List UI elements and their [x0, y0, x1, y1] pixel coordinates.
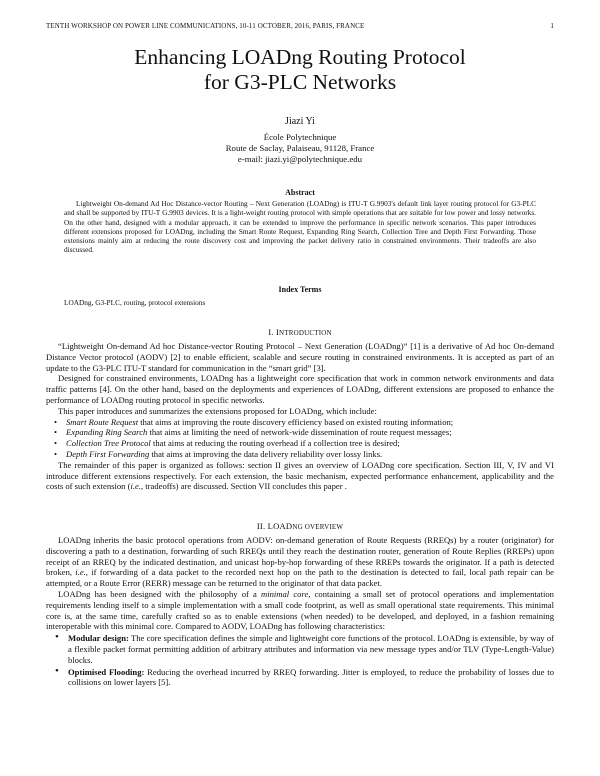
section-1-title-first: I	[275, 327, 280, 337]
author-address: Route de Saclay, Palaiseau, 91128, France	[225, 143, 375, 153]
page-number: 1	[550, 22, 554, 30]
paragraph-4-part-a: The remainder of this paper is organized as follows: section II gives an overview of LOADng core specification. Section III, V, IV and VI introduce different extensions respectively. For each extension, the basic mechanism, expected performance enhancement, applicability and the costs of such extension (	[46, 459, 554, 492]
section-2-title-first: LOAD	[267, 521, 293, 531]
list-item-text: that aims at reducing the routing overhead if a collection tree is desired;	[150, 438, 400, 449]
paragraph-2-emphasis: minimal core	[261, 588, 309, 599]
author-institution: École Polytechnique	[263, 132, 337, 142]
section-2-paragraph-1	[46, 535, 554, 589]
section-2-heading	[0, 521, 600, 531]
section-1-paragraph-1: “Lightweight On-demand Ad hoc Distance-vector Routing Protocol – Next Generation (LOADng)” [1] is a derivative of Ad hoc On-demand Distance Vector protocol (AODV) [2] to enable efficient, scalable and secure routing in constrained environments. It is accepted as part of an update to the G3-PLC ITU-T standard for communication in the “smart grid” [3].	[46, 341, 554, 373]
abstract-heading: Abstract	[285, 188, 315, 197]
list-item	[46, 633, 554, 665]
running-head	[46, 22, 554, 30]
paragraph-1-part-b: , if forwarding of a data packet to the recorded next hop on the path to the destination is detected to fail, local path repair can be attempted, or a Route Error (RERR) message can be returned to the originator of that data packet.	[46, 567, 554, 589]
section-2-paragraph-2	[46, 589, 554, 632]
section-1-paragraph-3: This paper introduces and summarizes the extensions proposed for LOADng, which include:	[58, 405, 377, 416]
section-1-paragraph-2: Designed for constrained environments, LOADng has a lightweight core specification that work in common network environments and data traffic patterns [4]. On the other hand, based on the deployments and experiences of LOADng, different extensions are proposed to enhance the performance of LOADng routing protocol in specific networks.	[46, 373, 554, 405]
paragraph-4-part-b: , tradeoffs) are discussed. Section VII concludes this paper .	[141, 481, 347, 492]
section-1-paragraph-4	[46, 460, 554, 492]
extensions-list	[46, 417, 554, 460]
list-item	[46, 438, 554, 449]
list-item-term: Collection Tree Protocol	[66, 438, 151, 449]
section-1-title-rest: NTRODUCTION	[279, 329, 332, 337]
list-item-text: that aims at improving the route discovery efficiency based on existed routing information;	[138, 416, 454, 427]
list-item-text: that aims at improving the data delivery reliability over lossy links.	[149, 448, 383, 459]
title-line-1: Enhancing LOADng Routing Protocol	[134, 45, 466, 69]
list-item	[46, 427, 554, 438]
author-affiliation	[0, 132, 600, 165]
paragraph-4-ie: i.e.	[130, 481, 141, 492]
list-item-term: Smart Route Request	[66, 416, 139, 427]
list-item-text: Reducing the overhead incurred by RREQ forwarding. Jitter is employed, to reduce the probability of losses due to collisions on lower layers [5].	[68, 666, 554, 688]
list-item-term: Modular design:	[68, 633, 129, 644]
section-1-number: I.	[268, 327, 276, 337]
author-email: e-mail: jiazi.yi@polytechnique.edu	[237, 154, 363, 164]
list-item-term: Optimised Flooding:	[68, 666, 145, 677]
index-terms-text: LOADng, G3-PLC, routing, protocol extensions	[64, 298, 206, 307]
paragraph-2-part-a: LOADng has been designed with the philosophy of a	[58, 588, 261, 599]
running-head-text: TENTH WORKSHOP ON POWER LINE COMMUNICATIONS, 10-11 OCTOBER, 2016, PARIS, FRANCE	[46, 22, 365, 30]
list-item-term: Depth First Forwarding	[66, 448, 150, 459]
list-item	[46, 667, 554, 689]
author-name: Jiazi Yi	[285, 116, 315, 127]
title-line-2: for G3-PLC Networks	[203, 70, 397, 94]
section-2-title-rest: NG OVERVIEW	[292, 523, 344, 531]
index-terms-heading: Index Terms	[278, 285, 322, 294]
paper-title	[0, 45, 600, 95]
section-1-body	[46, 341, 554, 492]
list-item	[46, 417, 554, 428]
list-item-term: Expanding Ring Search	[66, 427, 148, 438]
list-item	[46, 449, 554, 460]
paragraph-1-ie: i.e.	[75, 567, 86, 578]
list-item-text: that aims at limiting the need of network-wide dissemination of route request messages;	[147, 427, 452, 438]
section-2-number: II.	[256, 521, 268, 531]
characteristics-list	[46, 633, 554, 688]
paragraph-2-part-b: , containing a small set of protocol operations and implementation requirements lending itself to a simple implementation with a small code footprint, as well as small operational state requirements. This minimal core is, at the same time, carefully crafted so as to enable extensions (when needed) to be developed, and deployed, in a fashion remaining interoperable with this minimal core. Compared to AODV, LOADng has following characteristics:	[46, 588, 554, 632]
paragraph-1-part-a: LOADng inherits the basic protocol operations from AODV: on-demand generation of Route Requests (RREQs) by a router (originator) for discovering a path to a destination, forwarding of such RREQs until they reach the destination router, generation of Route Replies (RREPs) upon receipt of an RREQ by the indicated destination, and unicast hop-by-hop forwarding of these RREPs towards the originator. If a path is detected broken,	[46, 535, 554, 578]
section-1-heading	[0, 327, 600, 337]
section-2-body	[46, 535, 554, 688]
list-item-text: The core specification defines the simple and lightweight core functions of the protocol. LOADng is extensible, by way of a flexible packet format permitting addition of arbitrary attributes and information via new message types and/or TLV (Type-Length-Value) blocks.	[68, 633, 554, 665]
abstract-text: Lightweight On-demand Ad Hoc Distance-vector Routing – Next Generation (LOADng) is ITU-T G.9903's default link layer routing protocol for G3-PLC and shall be supported by ITU-T G.9903 devices. It is a light-weight routing protocol with simple operations that are suitable for low power and lossy networks. On the other hand, designed with a modular approach, it can be extended to improve the performance in specific network scenarios. This paper introduces different extensions proposed for LOADng, including the Smart Route Request, Expanding Ring Search, Collection Tree and Depth First Forwarding. Those extensions mainly aim at reducing the route discovery cost and improving the packet delivery ratio in constrained environments. Their tradeoffs are also discussed.	[64, 199, 536, 255]
